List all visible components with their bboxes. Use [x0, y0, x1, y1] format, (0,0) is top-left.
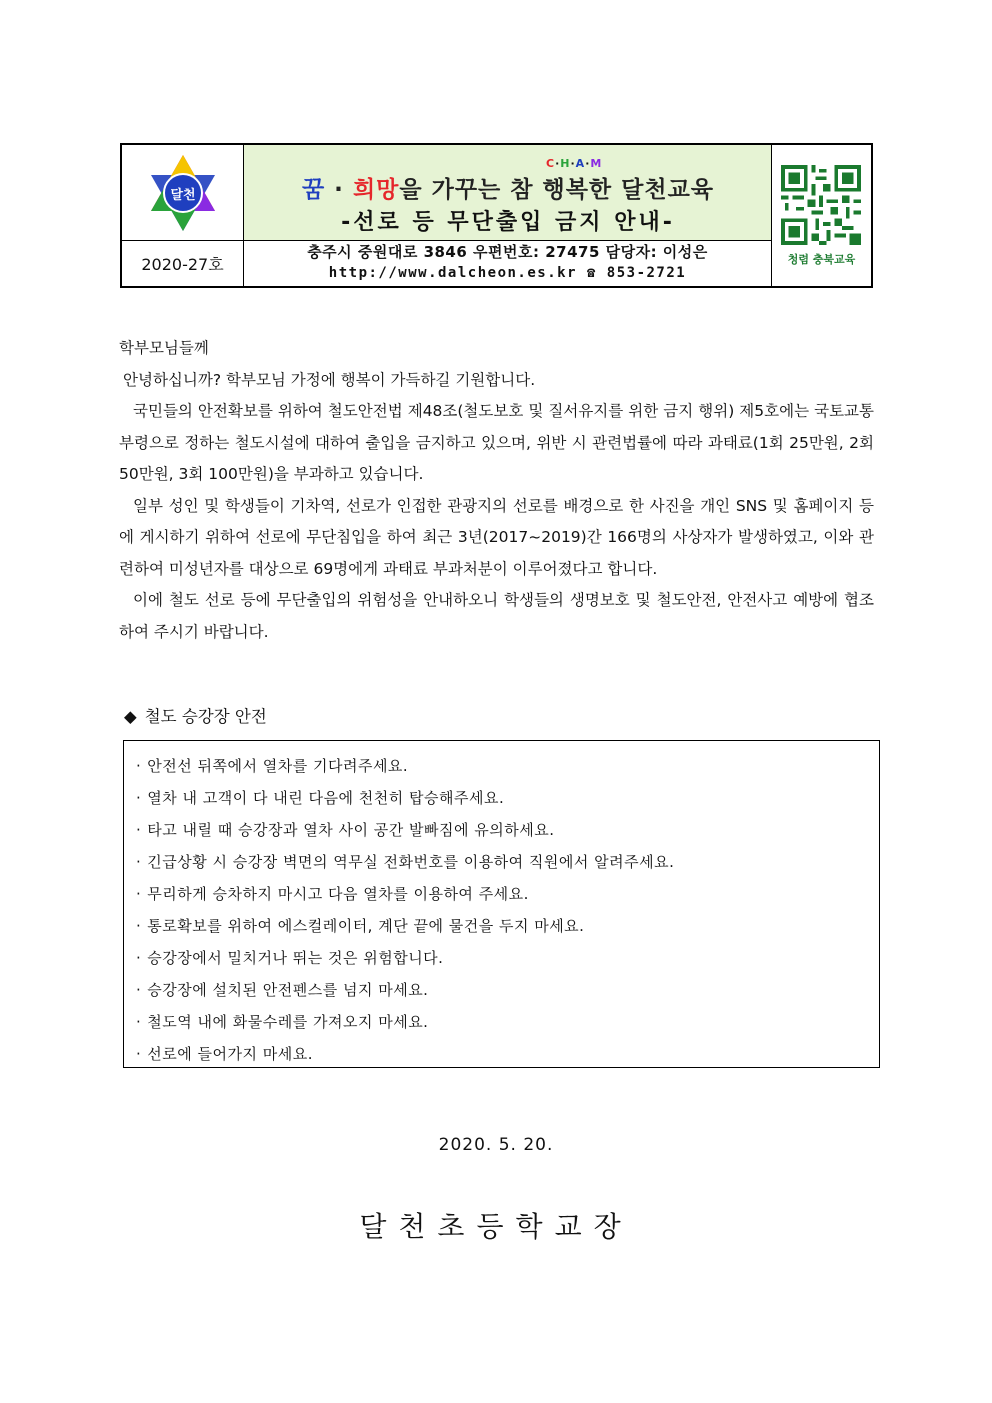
list-item: · 선로에 들어가지 마세요.: [136, 1038, 867, 1070]
paragraph-1: 안녕하십니까? 학부모님 가정에 행복이 가득하길 기원합니다.: [123, 370, 536, 389]
address-line: 충주시 중원대로 3846 우편번호: 27475 담당자: 이성은: [307, 243, 708, 261]
school-star-logo-icon: [122, 145, 244, 241]
header-table: [120, 143, 873, 288]
list-item: · 무리하게 승차하지 마시고 다음 열차를 이용하여 주세요.: [136, 878, 867, 910]
list-item: · 승강장에서 밀치거나 뛰는 것은 위험합니다.: [136, 942, 867, 974]
issue-number: 2020-27호: [122, 241, 244, 286]
list-item: · 철도역 내에 화물수레를 가져오지 마세요.: [136, 1006, 867, 1038]
list-item: · 긴급상황 시 승강장 벽면의 역무실 전화번호를 이용하여 직원에서 알려주세요.: [136, 846, 867, 878]
section-heading: [124, 703, 267, 727]
issue-date: 2020. 5. 20.: [438, 1135, 554, 1155]
safety-rules-box: [123, 740, 880, 1068]
safety-rules-list: [136, 750, 867, 1070]
website-phone-line: http://www.dalcheon.es.kr ☎ 853-2721: [328, 265, 687, 281]
paragraph-4: 이에 철도 선로 등에 무단출입의 위험성을 안내하오니 학생들의 생명보호 및 철도안전, 안전사고 예방에 협조하여 주시기 바랍니다.: [119, 591, 874, 641]
contact-info: [244, 241, 772, 286]
qr-caption: 청렴 충북교육: [787, 253, 856, 266]
logo-text: 달천: [170, 188, 196, 203]
list-item: · 통로확보를 위하여 에스컬레이터, 계단 끝에 물건을 두지 마세요.: [136, 910, 867, 942]
cham-label: C·H·A·M: [546, 157, 603, 170]
school-logo-cell: [122, 145, 244, 241]
list-item: · 안전선 뒤쪽에서 열차를 기다려주세요.: [136, 750, 867, 782]
section-title-text: 철도 승강장 안전: [144, 707, 267, 726]
greeting: 학부모님들께: [119, 339, 209, 357]
slogan: 꿈 · 희망을 가꾸는 참 행복한 달천교육: [301, 177, 715, 203]
qr-cell: [772, 145, 871, 286]
list-item: · 열차 내 고객이 다 내린 다음에 천천히 탑승해주세요.: [136, 782, 867, 814]
paragraph-2: 국민들의 안전확보를 위하여 철도안전법 제48조(철도보호 및 질서유지를 위한 금지 행위) 제5호에는 국토교통부령으로 정하는 철도시설에 대하여 출입을 금지하고 있으며, 위반 시 관련법률에 따라 과태료(1회 25만원, 2회 50만원, 3회 100만원)을 부과하고 있습니다.: [119, 402, 874, 483]
signer-name: 달천초등학교장: [359, 1210, 633, 1243]
list-item: · 승강장에 설치된 안전펜스를 넘지 마세요.: [136, 974, 867, 1006]
letter-body: [119, 333, 874, 648]
diamond-bullet-icon: ◆: [124, 707, 137, 726]
document-subtitle: -선로 등 무단출입 금지 안내-: [341, 210, 675, 235]
paragraph-3: 일부 성인 및 학생들이 기차역, 선로가 인접한 관광지의 선로를 배경으로 한 사진을 개인 SNS 및 홈페이지 등에 게시하기 위하여 선로에 무단침입을 하여 최근 3년(2017~2019)간 166명의 사상자가 발생하였고, 이와 관련하여 미성년자를 대상으로 69명에게 과태료 부과처분이 이루어졌다고 합니다.: [119, 496, 874, 578]
qr-code-icon: [781, 165, 861, 245]
title-banner: [244, 145, 772, 241]
list-item: · 타고 내릴 때 승강장과 열차 사이 공간 발빠짐에 유의하세요.: [136, 814, 867, 846]
